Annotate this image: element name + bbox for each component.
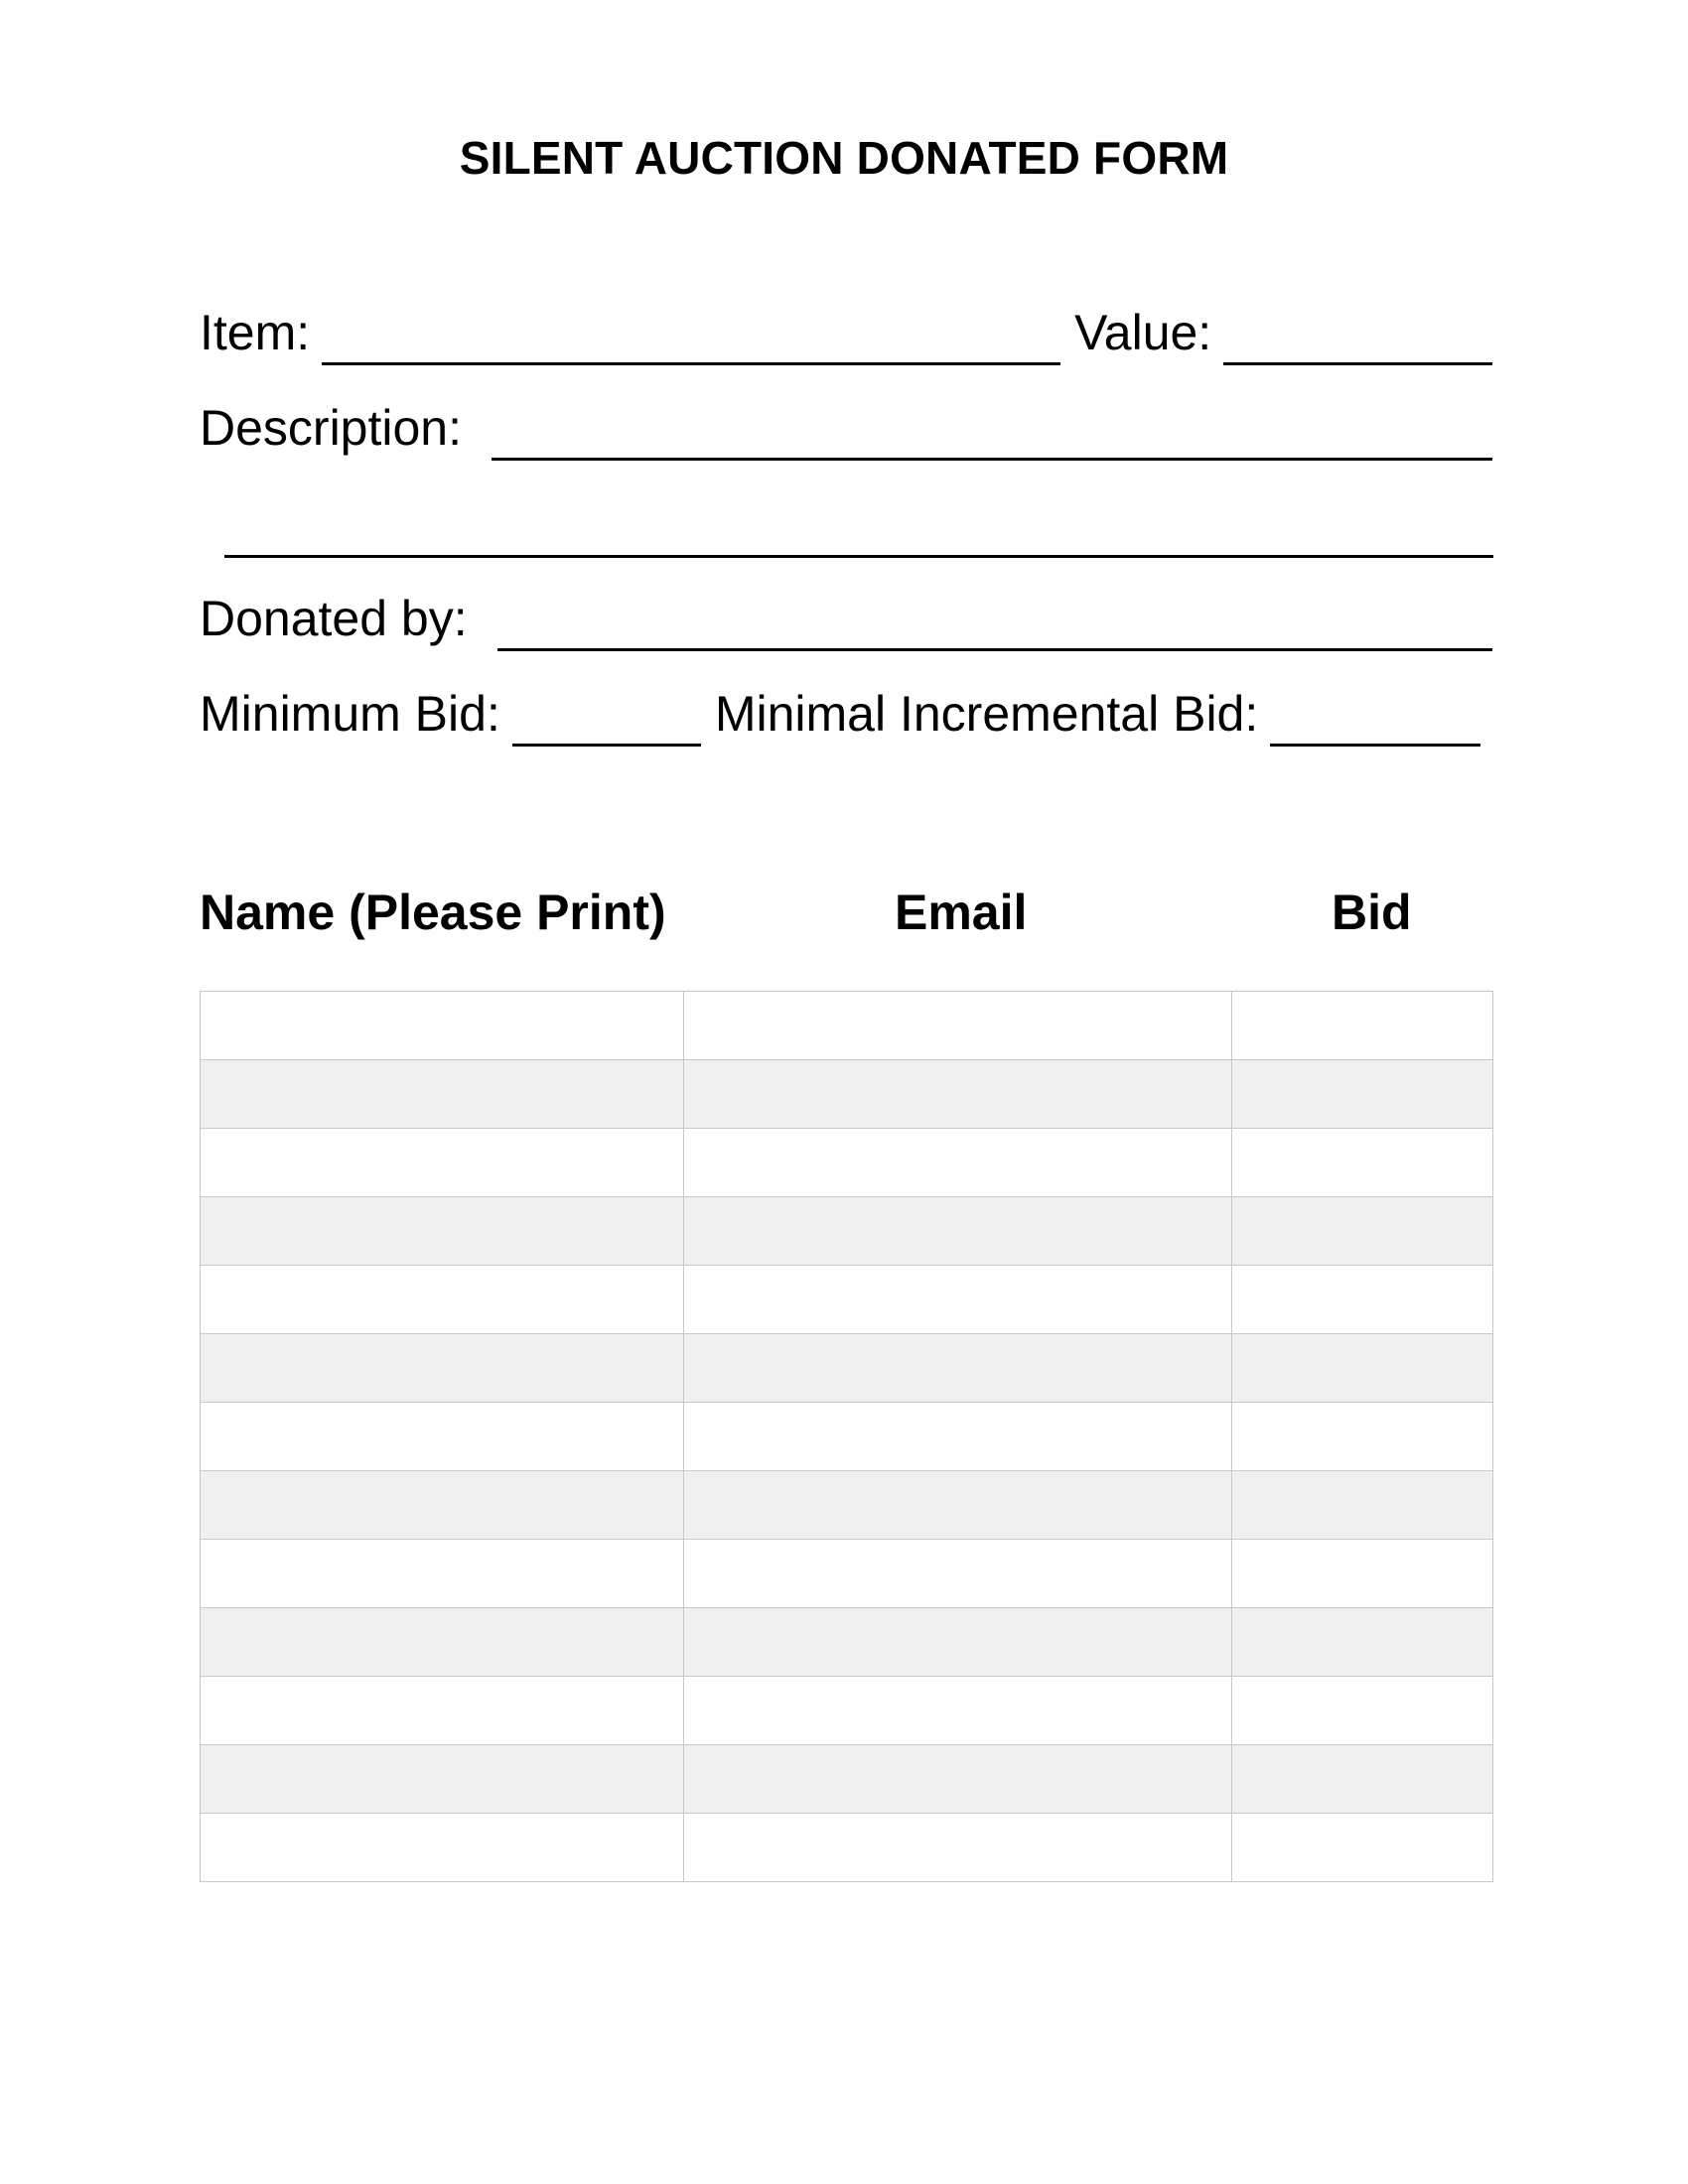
email-cell[interactable] — [684, 1334, 1232, 1403]
table-headers — [200, 884, 1492, 953]
donated-by-label: Donated by: — [200, 591, 468, 646]
table-row — [201, 1814, 1493, 1882]
description-blank[interactable] — [492, 402, 1492, 461]
name-cell[interactable] — [201, 1334, 684, 1403]
bid-cell[interactable] — [1232, 1814, 1493, 1882]
bid-table — [200, 991, 1493, 1882]
bid-cell[interactable] — [1232, 1403, 1493, 1471]
table-row — [201, 1403, 1493, 1471]
email-cell[interactable] — [684, 1814, 1232, 1882]
table-row — [201, 992, 1493, 1060]
description-continuation-row — [224, 496, 1493, 560]
email-cell[interactable] — [684, 1060, 1232, 1129]
name-cell[interactable] — [201, 1403, 684, 1471]
name-cell[interactable] — [201, 1745, 684, 1814]
item-value-row — [200, 304, 1492, 367]
email-cell[interactable] — [684, 1608, 1232, 1677]
donated-by-row — [200, 590, 1492, 653]
name-cell[interactable] — [201, 1608, 684, 1677]
email-cell[interactable] — [684, 1540, 1232, 1608]
email-cell[interactable] — [684, 1677, 1232, 1745]
table-row — [201, 1060, 1493, 1129]
name-cell[interactable] — [201, 1197, 684, 1266]
table-row — [201, 1471, 1493, 1540]
table-row — [201, 1334, 1493, 1403]
name-cell[interactable] — [201, 1471, 684, 1540]
value-label: Value: — [1074, 305, 1212, 360]
email-cell[interactable] — [684, 1129, 1232, 1197]
bid-settings-row — [200, 685, 1480, 749]
table-row — [201, 1197, 1493, 1266]
bid-cell[interactable] — [1232, 1608, 1493, 1677]
minimal-incremental-bid-label: Minimal Incremental Bid: — [714, 686, 1259, 742]
email-cell[interactable] — [684, 1471, 1232, 1540]
bid-cell[interactable] — [1232, 1266, 1493, 1334]
description-blank-2[interactable] — [224, 499, 1493, 558]
form-title: SILENT AUCTION DONATED FORM — [459, 132, 1229, 184]
bid-cell[interactable] — [1232, 1129, 1493, 1197]
column-header-bid: Bid — [1332, 885, 1412, 940]
email-cell[interactable] — [684, 992, 1232, 1060]
name-cell[interactable] — [201, 1677, 684, 1745]
bid-cell[interactable] — [1232, 1060, 1493, 1129]
table-row — [201, 1677, 1493, 1745]
item-blank[interactable] — [322, 307, 1060, 365]
email-cell[interactable] — [684, 1403, 1232, 1471]
email-cell[interactable] — [684, 1745, 1232, 1814]
value-blank[interactable] — [1223, 307, 1492, 365]
name-cell[interactable] — [201, 1060, 684, 1129]
description-row — [200, 399, 1492, 463]
name-cell[interactable] — [201, 992, 684, 1060]
name-cell[interactable] — [201, 1129, 684, 1197]
table-row — [201, 1266, 1493, 1334]
bid-cell[interactable] — [1232, 1677, 1493, 1745]
table-row — [201, 1745, 1493, 1814]
table-row — [201, 1129, 1493, 1197]
column-header-email: Email — [895, 885, 1028, 940]
minimal-incremental-bid-blank[interactable] — [1270, 688, 1480, 747]
item-label: Item: — [200, 305, 311, 360]
bid-cell[interactable] — [1232, 1540, 1493, 1608]
description-label: Description: — [200, 400, 462, 456]
bid-cell[interactable] — [1232, 992, 1493, 1060]
column-header-name: Name (Please Print) — [200, 885, 666, 940]
minimum-bid-blank[interactable] — [512, 688, 701, 747]
table-row — [201, 1540, 1493, 1608]
name-cell[interactable] — [201, 1814, 684, 1882]
table-row — [201, 1608, 1493, 1677]
bid-cell[interactable] — [1232, 1471, 1493, 1540]
email-cell[interactable] — [684, 1197, 1232, 1266]
bid-cell[interactable] — [1232, 1334, 1493, 1403]
name-cell[interactable] — [201, 1540, 684, 1608]
email-cell[interactable] — [684, 1266, 1232, 1334]
bid-cell[interactable] — [1232, 1745, 1493, 1814]
minimum-bid-label: Minimum Bid: — [200, 686, 500, 742]
donated-by-blank[interactable] — [497, 593, 1492, 651]
bid-cell[interactable] — [1232, 1197, 1493, 1266]
name-cell[interactable] — [201, 1266, 684, 1334]
